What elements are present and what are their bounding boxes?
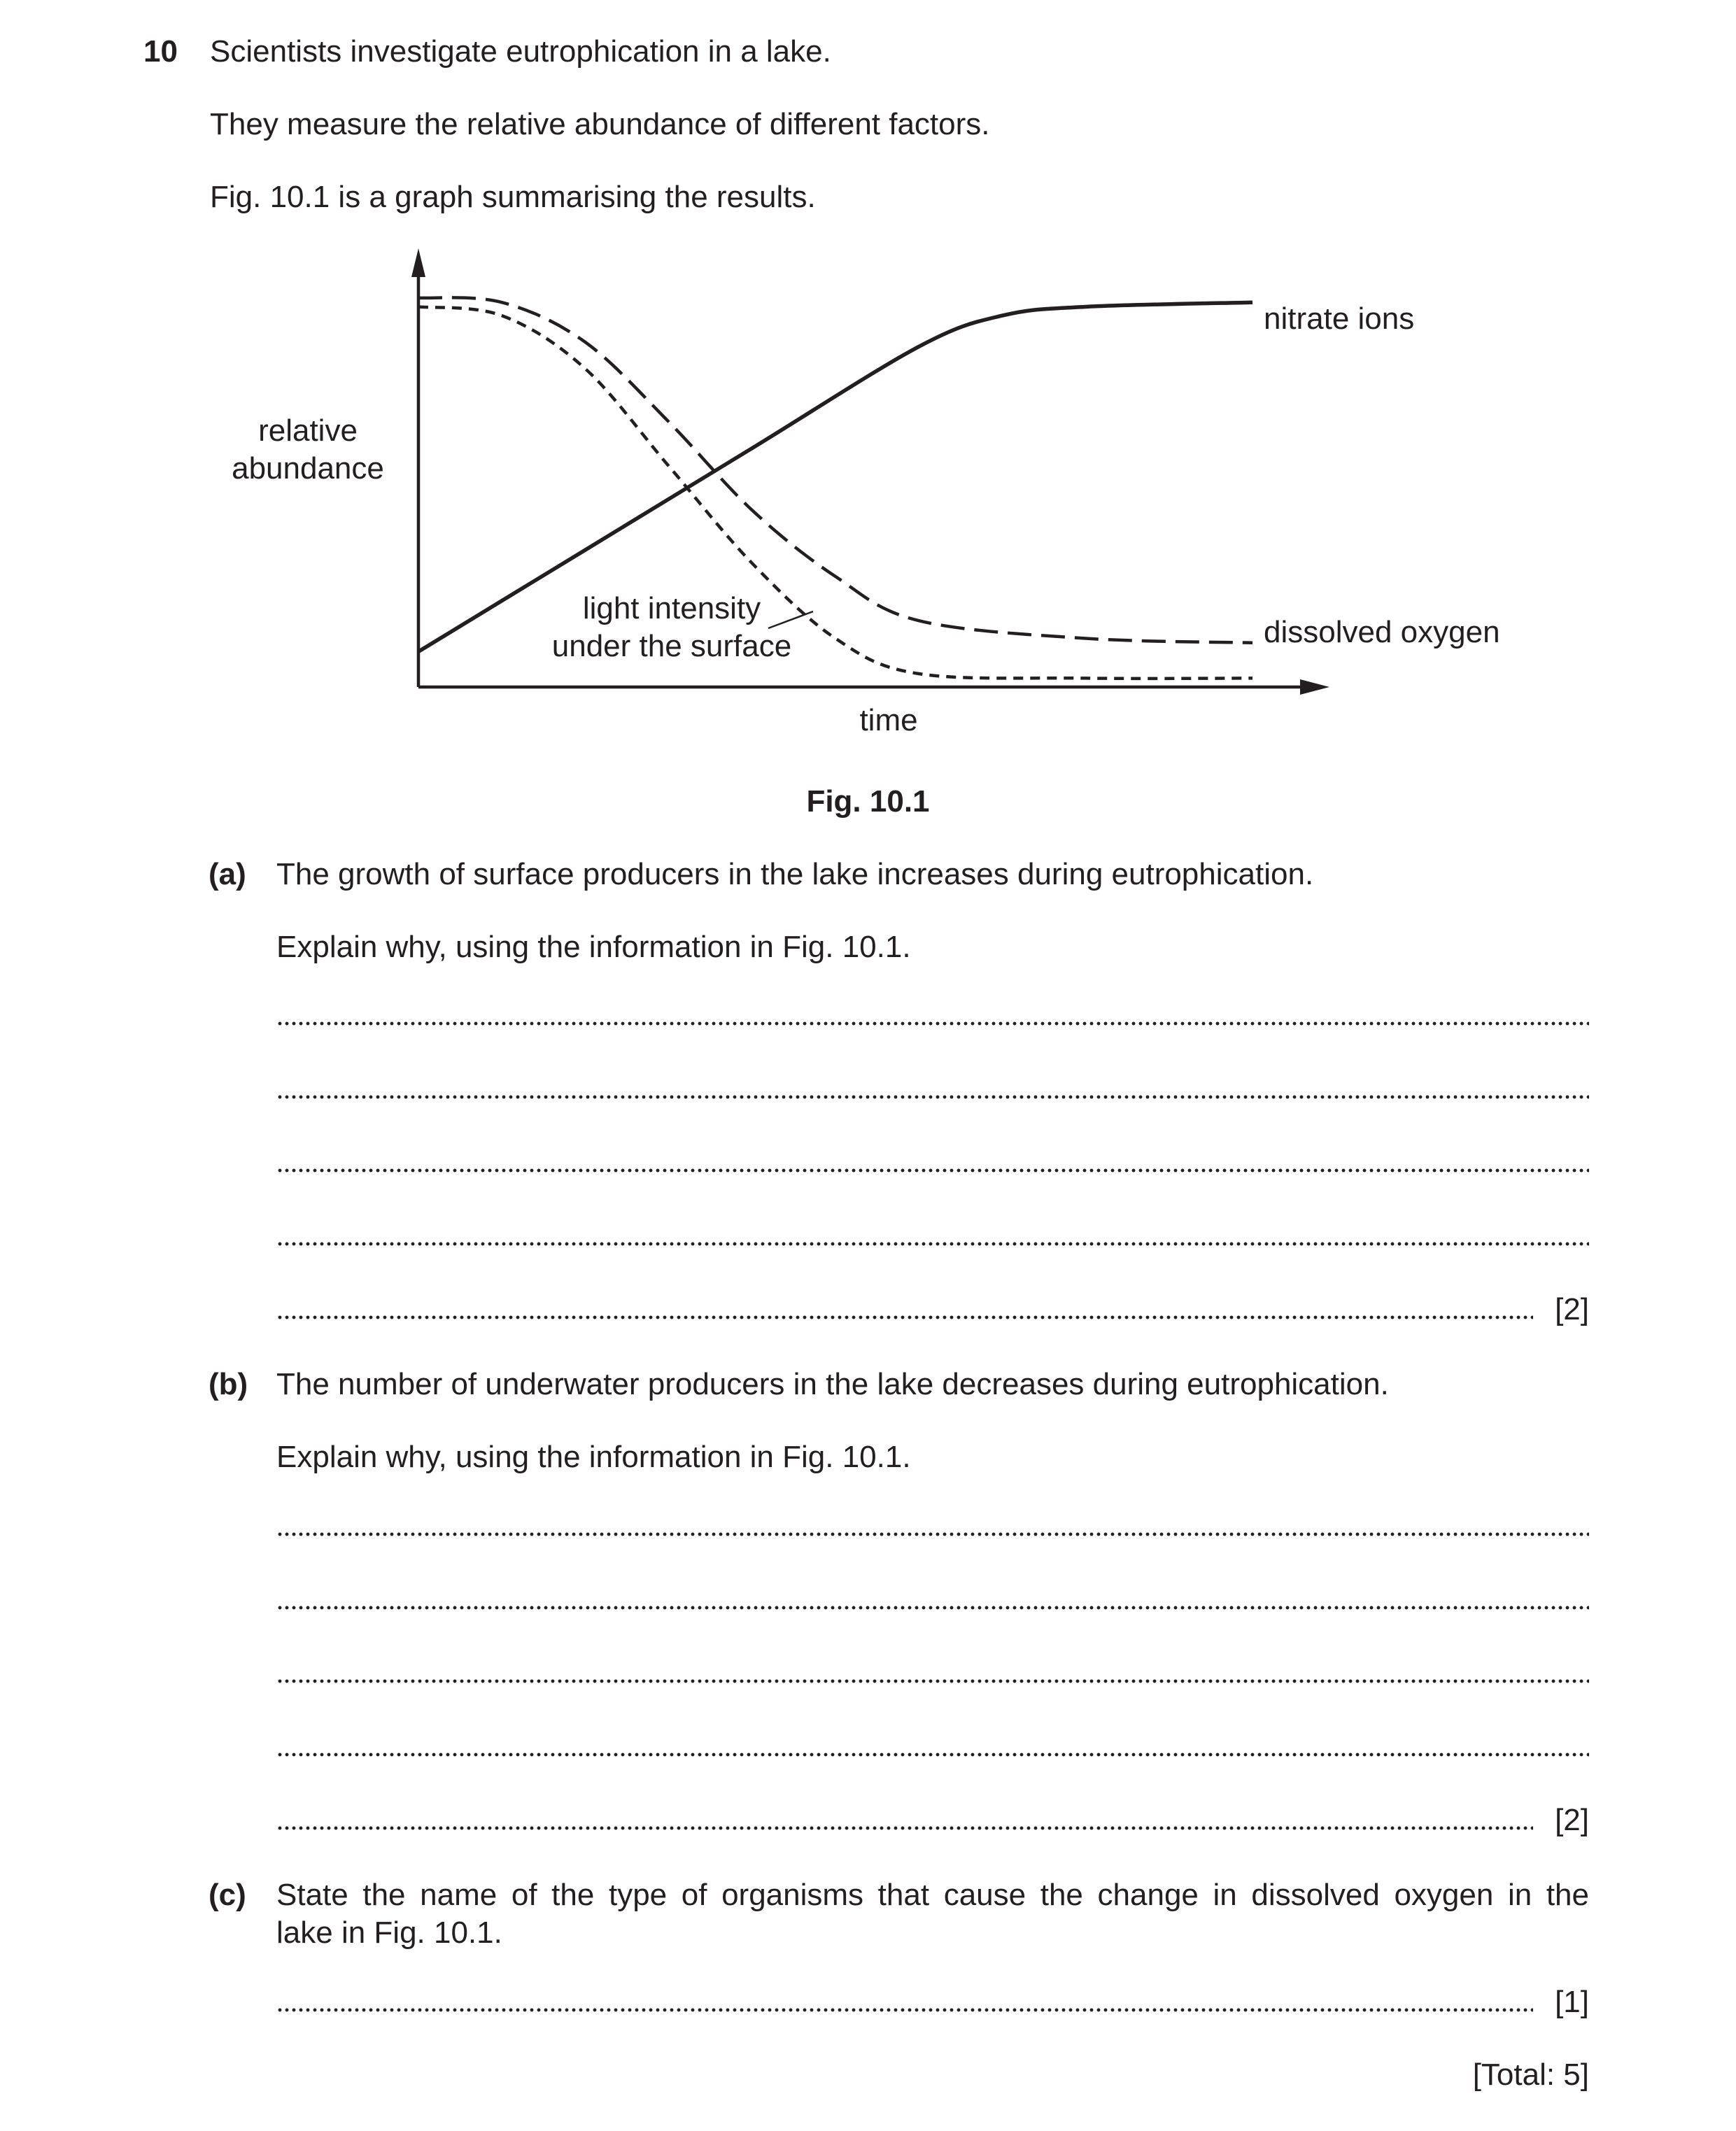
part-a-instruction: Explain why, using the information in Fig. 10.1. xyxy=(276,930,911,964)
answer-line[interactable] xyxy=(276,1679,1589,1683)
question-stem-line: Fig. 10.1 is a graph summarising the results. xyxy=(210,180,816,214)
y-axis-arrowhead xyxy=(411,248,425,277)
answer-line[interactable] xyxy=(276,1168,1589,1173)
part-c-question: State the name of the type of organisms that cause the change in dissolved oxygen in the xyxy=(276,1878,1589,1912)
series-label-light: light intensity xyxy=(582,591,761,625)
part-a-marks: [2] xyxy=(1555,1292,1589,1326)
part-b-instruction: Explain why, using the information in Fig. 10.1. xyxy=(276,1440,911,1474)
part-a-question: The growth of surface producers in the lake increases during eutrophication. xyxy=(276,857,1314,891)
dissolved-oxygen-curve xyxy=(418,297,1252,642)
answer-line[interactable] xyxy=(276,1753,1589,1757)
part-b-marks: [2] xyxy=(1555,1803,1589,1837)
answer-line[interactable] xyxy=(276,1606,1589,1610)
question-number: 10 xyxy=(143,34,178,69)
part-c-marks: [1] xyxy=(1555,1985,1589,2019)
total-marks: [Total: 5] xyxy=(1472,2058,1589,2092)
answer-line[interactable] xyxy=(276,1315,1533,1319)
part-c-question: lake in Fig. 10.1. xyxy=(276,1916,502,1950)
series-label-light: under the surface xyxy=(551,629,792,663)
answer-line[interactable] xyxy=(276,1095,1589,1099)
figure-10-1-graph xyxy=(0,238,1736,1007)
answer-line[interactable] xyxy=(276,1021,1589,1026)
x-axis-label: time xyxy=(859,703,918,737)
x-axis-arrowhead xyxy=(1300,679,1329,695)
y-axis-label: abundance xyxy=(232,451,384,486)
answer-line[interactable] xyxy=(276,1826,1533,1830)
question-stem-line: They measure the relative abundance of different factors. xyxy=(210,107,990,141)
part-b-question: The number of underwater producers in the lake decreases during eutrophication. xyxy=(276,1367,1389,1401)
part-b-label: (b) xyxy=(209,1367,248,1401)
question-stem-line: Scientists investigate eutrophication in a lake. xyxy=(210,34,831,69)
answer-line[interactable] xyxy=(276,2008,1533,2012)
nitrate-curve xyxy=(418,302,1252,651)
part-c-label: (c) xyxy=(209,1878,246,1912)
part-a-label: (a) xyxy=(209,857,246,891)
light-label-leader xyxy=(768,611,813,628)
answer-line[interactable] xyxy=(276,1242,1589,1246)
series-label-nitrate: nitrate ions xyxy=(1264,302,1415,336)
y-axis-label: relative xyxy=(258,413,358,448)
series-label-oxygen: dissolved oxygen xyxy=(1264,615,1500,649)
light-intensity-curve xyxy=(418,307,1252,679)
answer-line[interactable] xyxy=(276,1532,1589,1536)
figure-caption: Fig. 10.1 xyxy=(806,784,930,819)
